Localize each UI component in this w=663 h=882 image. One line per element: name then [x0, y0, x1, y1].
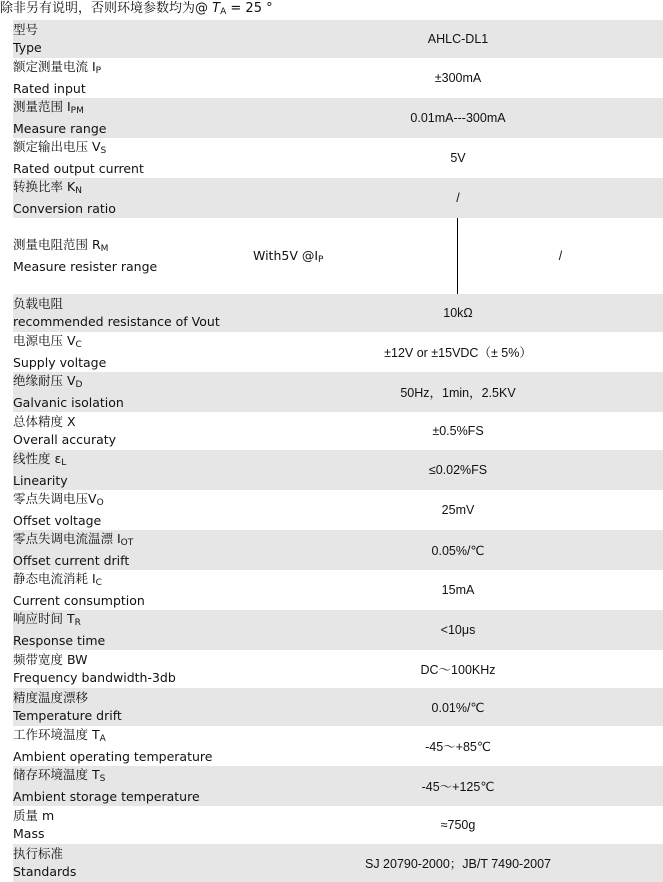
parameter-name-en: Supply voltage	[13, 355, 107, 370]
parameter-symbol: V	[66, 333, 76, 348]
parameter-name-en: Standards	[13, 864, 77, 879]
parameter-name-cn-text: 电源电压	[13, 333, 67, 348]
parameter-name-en: Galvanic isolation	[13, 395, 124, 410]
parameter-cell	[13, 218, 253, 294]
spec-row	[13, 20, 663, 58]
parameter-name-cn-text: 储存环境温度	[13, 767, 92, 782]
spec-row	[13, 726, 663, 766]
spec-row	[13, 98, 663, 138]
condition-divider	[457, 218, 458, 294]
parameter-symbol: V	[91, 139, 101, 154]
parameter-name-cn	[13, 58, 253, 80]
note-symbol: T	[212, 1, 221, 16]
parameter-name-cn	[13, 236, 253, 258]
parameter-name-cn-text: 零点失调电压	[13, 491, 89, 506]
parameter-symbol-subscript: P	[95, 66, 102, 76]
parameter-cell	[13, 806, 253, 844]
spec-table-body	[13, 20, 663, 882]
parameter-name-cn	[13, 450, 253, 472]
parameter-cell	[13, 688, 253, 726]
ambient-condition-note	[0, 0, 273, 18]
spec-row	[13, 58, 663, 98]
parameter-name-cn	[13, 332, 253, 354]
parameter-cell	[13, 726, 253, 766]
parameter-cell	[13, 844, 253, 882]
spec-row	[13, 844, 663, 882]
parameter-symbol-subscript: O	[96, 498, 104, 508]
value-cell: AHLC-DL1	[253, 20, 663, 58]
parameter-symbol-subscript: C	[95, 578, 102, 588]
parameter-symbol: I	[91, 571, 96, 586]
value-cell: ≈750g	[253, 806, 663, 844]
value-cell: 0.01%/℃	[253, 688, 663, 726]
parameter-name-cn-text: 测量范围	[13, 99, 67, 114]
value-cell: -45～+125℃	[253, 766, 663, 806]
spec-row	[13, 490, 663, 530]
spec-row	[13, 178, 663, 218]
parameter-name-cn	[13, 689, 253, 707]
parameter-name-cn	[13, 807, 253, 825]
value-cell: ≤0.02%FS	[253, 450, 663, 490]
value-cell: /	[253, 178, 663, 218]
parameter-name-en: Overall accuraty	[13, 432, 117, 447]
spec-row	[13, 450, 663, 490]
parameter-name-cn-text: 额定输出电压	[13, 139, 92, 154]
parameter-name-cn-text: 静态电流消耗	[13, 571, 92, 586]
parameter-symbol: V	[88, 491, 97, 506]
parameter-name-en: Type	[13, 40, 42, 55]
parameter-name-cn-text: 负载电阻	[13, 296, 64, 311]
parameter-cell	[13, 610, 253, 650]
spec-row	[13, 530, 663, 570]
spec-row	[13, 294, 663, 332]
parameter-symbol: I	[66, 99, 71, 114]
parameter-symbol-subscript: D	[75, 380, 83, 390]
parameter-name-cn	[13, 651, 253, 669]
parameter-name-en: Current consumption	[13, 593, 145, 608]
parameter-name-en: Mass	[13, 826, 45, 841]
parameter-cell	[13, 650, 253, 688]
parameter-name-cn-text: 型号	[13, 22, 39, 37]
parameter-cell	[13, 530, 253, 570]
note-symbol-sub: A	[220, 7, 227, 17]
parameter-name-cn	[13, 21, 253, 39]
parameter-symbol: K	[66, 179, 76, 194]
parameter-symbol: T	[91, 727, 100, 742]
parameter-symbol-subscript: A	[99, 734, 106, 744]
value-cell: ±300mA	[253, 58, 663, 98]
spec-row	[13, 650, 663, 688]
parameter-name-en: Offset voltage	[13, 513, 102, 528]
parameter-name-cn-text: 绝缘耐压	[13, 373, 67, 388]
value-cell: 10kΩ	[253, 294, 663, 332]
parameter-symbol: I	[116, 531, 121, 546]
parameter-name-cn	[13, 610, 253, 632]
value-cell: 0.01mA---300mA	[253, 98, 663, 138]
parameter-cell	[13, 332, 253, 372]
value-cell: DC～100KHz	[253, 650, 663, 688]
parameter-name-cn	[13, 570, 253, 592]
spec-row	[13, 332, 663, 372]
spec-row	[13, 766, 663, 806]
parameter-name-cn	[13, 413, 253, 431]
parameter-name-cn	[13, 490, 253, 512]
value-cell: <10μs	[253, 610, 663, 650]
parameter-symbol-subscript: L	[61, 458, 67, 468]
parameter-cell	[13, 20, 253, 58]
parameter-name-cn	[13, 845, 253, 863]
spec-row	[13, 610, 663, 650]
spec-row	[13, 218, 663, 294]
parameter-symbol: V	[66, 373, 76, 388]
parameter-name-en: Conversion ratio	[13, 201, 116, 216]
parameter-name-en: Offset current drift	[13, 553, 130, 568]
spec-row	[13, 372, 663, 412]
parameter-name-cn-text: 额定测量电流	[13, 59, 92, 74]
condition-subscript: P	[318, 254, 324, 265]
parameter-name-cn	[13, 530, 253, 552]
parameter-name-cn	[13, 372, 253, 394]
value-cell: 5V	[253, 138, 663, 178]
parameter-name-cn-text: 转换比率	[13, 179, 67, 194]
parameter-name-en: Ambient storage temperature	[13, 789, 200, 804]
parameter-name-cn-text: 精度温度漂移	[13, 690, 89, 705]
parameter-name-cn-text: 质量 m	[13, 808, 55, 823]
parameter-symbol-subscript: C	[75, 340, 82, 350]
parameter-cell	[13, 490, 253, 530]
parameter-name-en: Linearity	[13, 473, 68, 488]
parameter-name-cn	[13, 178, 253, 200]
parameter-cell	[13, 294, 253, 332]
parameter-name-en: Temperature drift	[13, 708, 122, 723]
parameter-cell	[13, 58, 253, 98]
value-cell: ±0.5%FS	[253, 412, 663, 450]
spec-row	[13, 806, 663, 844]
parameter-name-en: Response time	[13, 633, 106, 648]
parameter-name-cn-text: 频带宽度 BW	[13, 652, 88, 667]
parameter-name-cn	[13, 138, 253, 160]
condition-text: With5V @I	[253, 247, 319, 263]
parameter-cell	[13, 766, 253, 806]
parameter-name-cn-text: 线性度	[13, 451, 55, 466]
spec-row	[13, 412, 663, 450]
parameter-name-cn	[13, 98, 253, 120]
parameter-name-en: Measure resister range	[13, 259, 158, 274]
value-cell: SJ 20790-2000；JB/T 7490-2007	[253, 844, 663, 882]
parameter-symbol: I	[91, 59, 96, 74]
parameter-symbol-subscript: M	[100, 244, 109, 254]
parameter-cell	[13, 412, 253, 450]
parameter-name-cn-text: 执行标准	[13, 846, 64, 861]
parameter-symbol: T	[66, 611, 75, 626]
value-cell: 50Hz，1min，2.5KV	[253, 372, 663, 412]
parameter-cell	[13, 178, 253, 218]
parameter-symbol-subscript: N	[75, 186, 82, 196]
parameter-symbol-subscript: PM	[70, 106, 84, 116]
value-cell: 25mV	[253, 490, 663, 530]
parameter-cell	[13, 138, 253, 178]
parameter-name-en: Rated input	[13, 81, 86, 96]
parameter-cell	[13, 98, 253, 138]
parameter-symbol-subscript: R	[74, 618, 81, 628]
parameter-symbol: T	[91, 767, 100, 782]
parameter-name-cn-text: 零点失调电流温漂	[13, 531, 117, 546]
spec-row	[13, 138, 663, 178]
value-cell: -45～+85℃	[253, 726, 663, 766]
parameter-symbol: R	[91, 237, 101, 252]
value-cell: ±12V or ±15VDC（± 5%）	[253, 332, 663, 372]
condition-cell	[253, 218, 458, 294]
value-cell: /	[458, 218, 663, 294]
parameter-name-cn	[13, 295, 253, 313]
parameter-symbol-subscript: OT	[120, 538, 134, 548]
parameter-name-en: Frequency bandwidth-3db	[13, 670, 176, 685]
spec-table	[13, 20, 663, 882]
spec-row	[13, 570, 663, 610]
parameter-symbol-subscript: S	[100, 146, 107, 156]
parameter-name-cn-text: 响应时间	[13, 611, 67, 626]
parameter-symbol-subscript: S	[99, 774, 106, 784]
value-cell: 15mA	[253, 570, 663, 610]
spec-row	[13, 688, 663, 726]
parameter-name-en: recommended resistance of Vout	[13, 314, 220, 329]
note-suffix: = 25 °	[226, 1, 273, 16]
parameter-name-cn-text: 工作环境温度	[13, 727, 92, 742]
value-cell: 0.05%/℃	[253, 530, 663, 570]
note-prefix: 除非另有说明，否则环境参数均为@	[0, 1, 213, 16]
parameter-cell	[13, 450, 253, 490]
parameter-name-en: Rated output current	[13, 161, 144, 176]
parameter-name-en: Measure range	[13, 121, 107, 136]
parameter-name-cn-text: 总体精度 X	[13, 414, 76, 429]
parameter-cell	[13, 570, 253, 610]
parameter-name-cn-text: 测量电阻范围	[13, 237, 92, 252]
parameter-name-en: Ambient operating temperature	[13, 749, 213, 764]
parameter-name-cn	[13, 726, 253, 748]
parameter-cell	[13, 372, 253, 412]
parameter-symbol: ε	[54, 451, 62, 466]
parameter-name-cn	[13, 766, 253, 788]
